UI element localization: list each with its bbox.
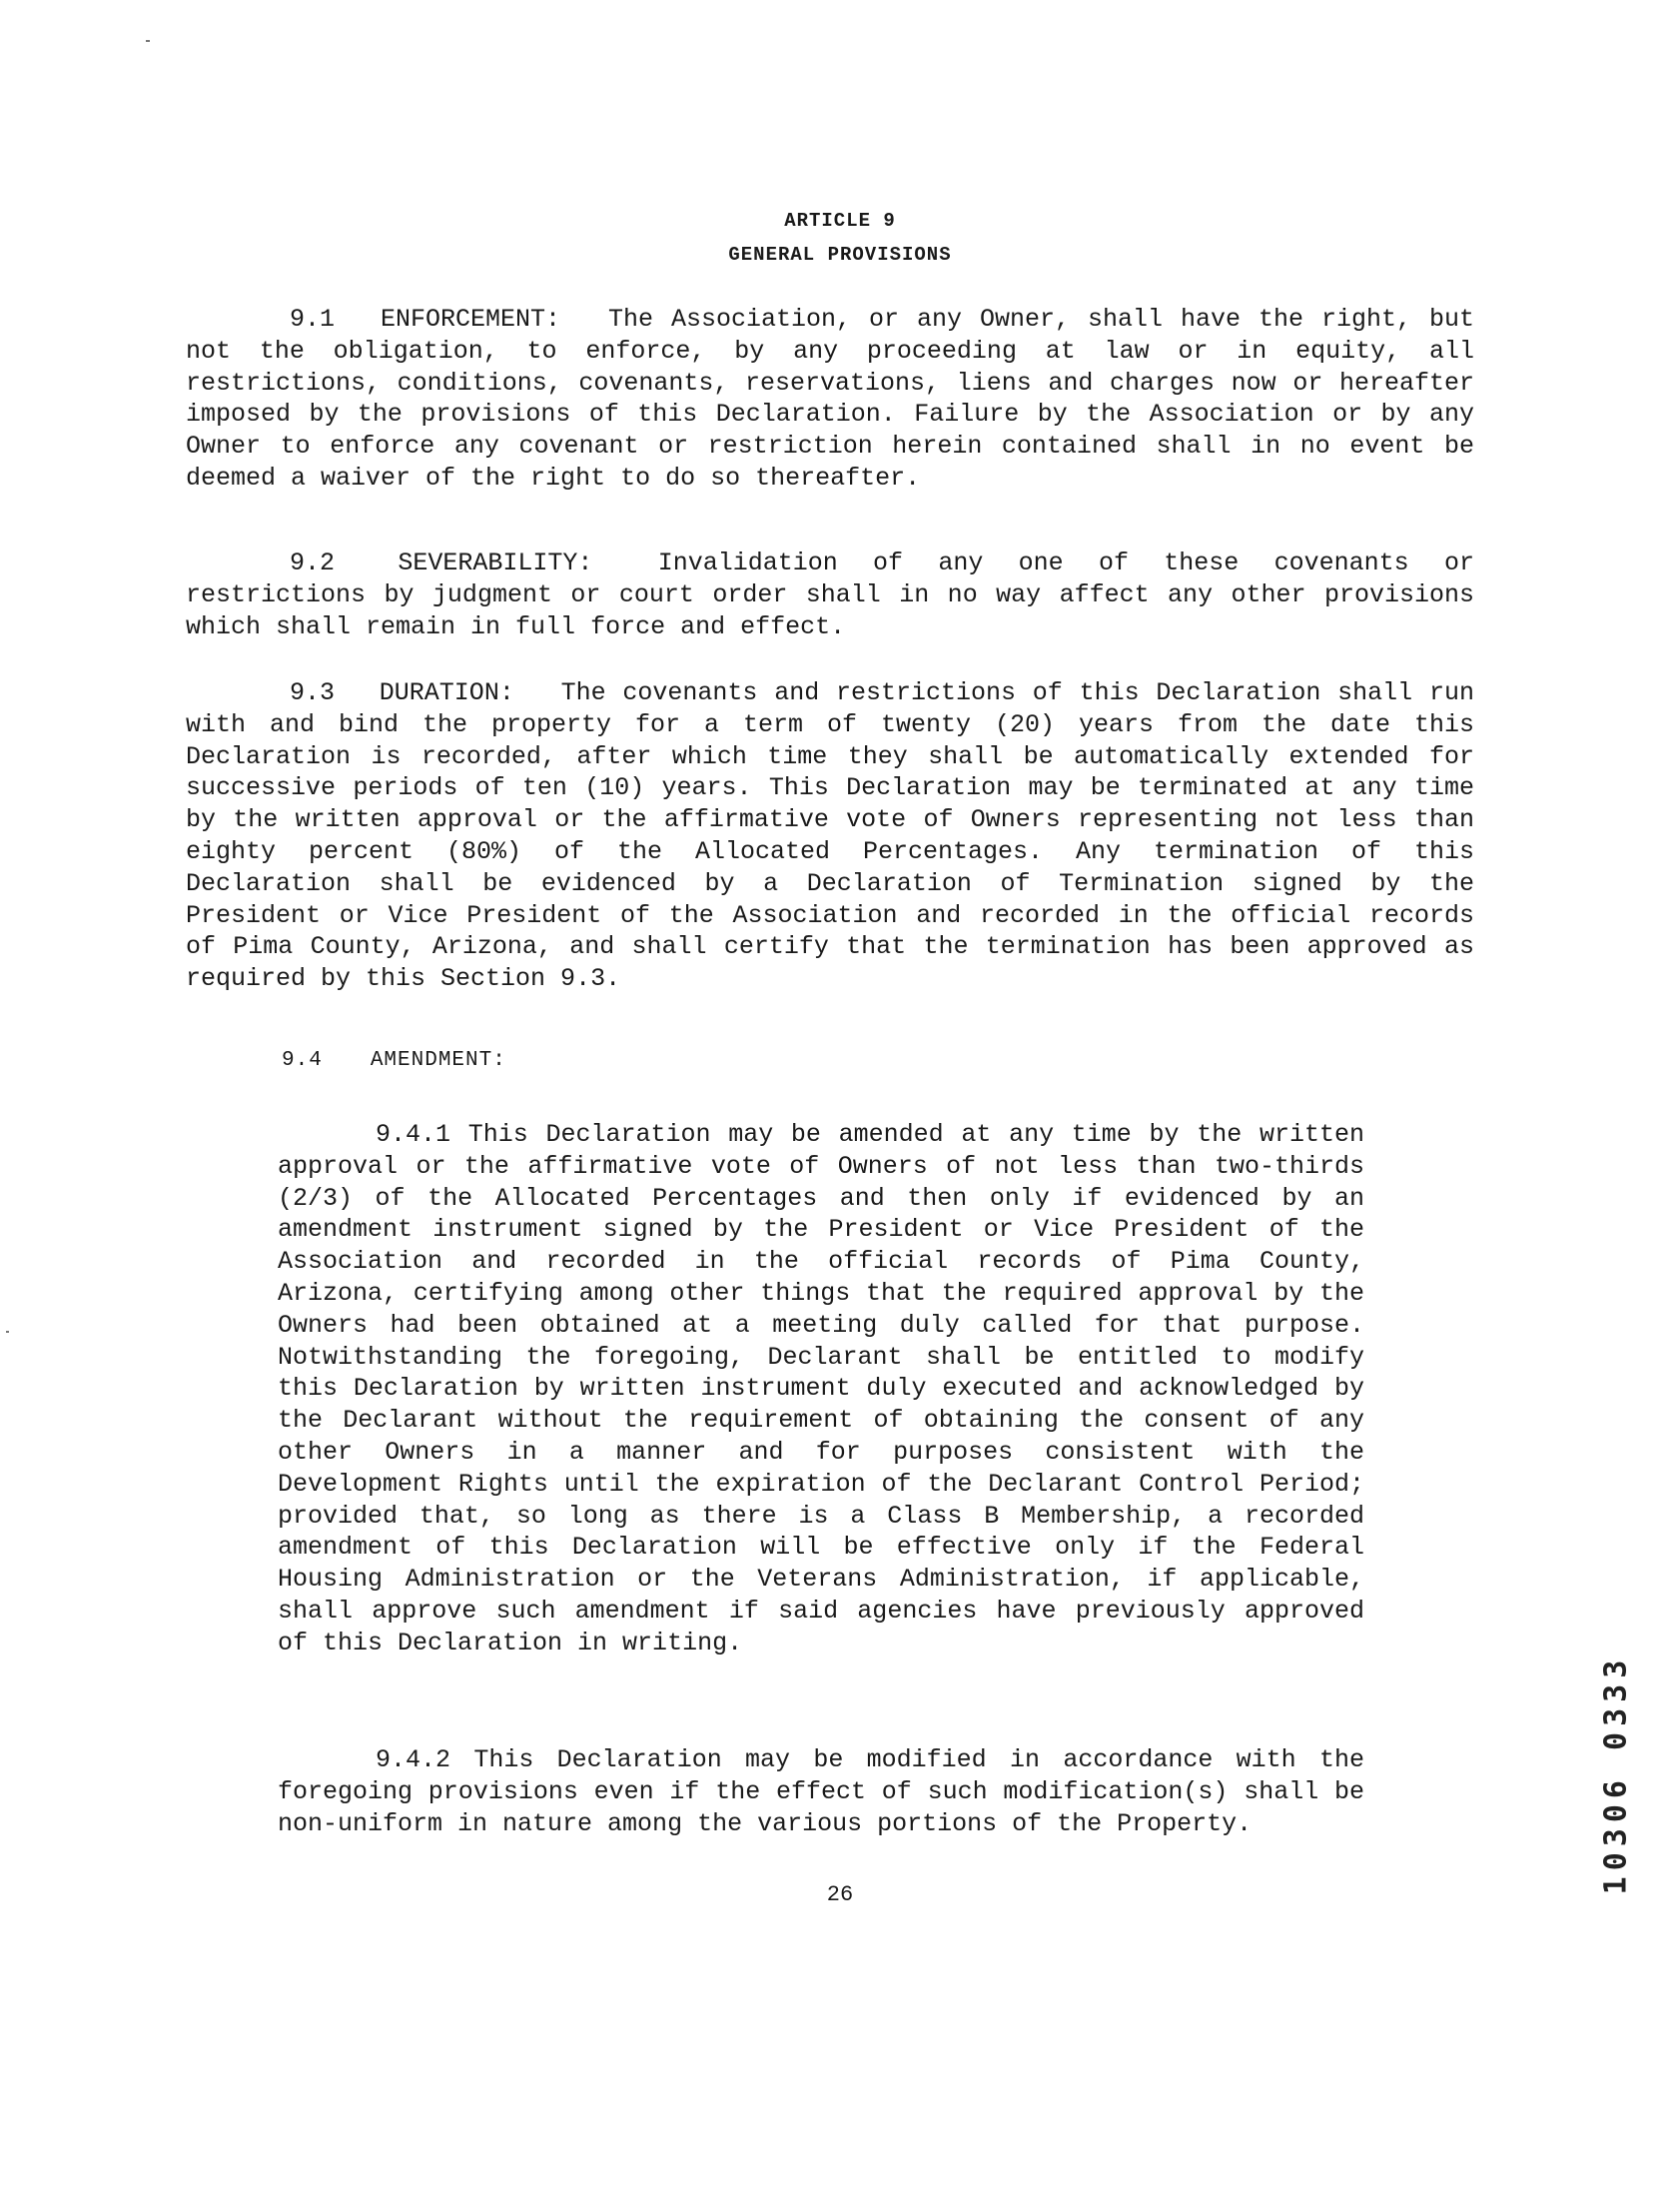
section-number: 9.2 xyxy=(290,549,336,577)
section-text: Invalidation of any one of these covenants or restrictions by judgment or court order shall in no way affect any other provisions which shall remain in full force and effect. xyxy=(186,549,1474,641)
margin-stamp xyxy=(1586,1585,1646,1964)
section-heading: AMENDMENT: xyxy=(370,1049,506,1072)
scan-speck xyxy=(146,40,150,42)
page-number: 26 xyxy=(826,1882,854,1907)
section-heading: ENFORCEMENT: xyxy=(381,305,561,334)
section-amendment xyxy=(282,1049,506,1072)
section-duration xyxy=(186,677,1474,995)
section-heading: DURATION: xyxy=(379,678,514,707)
subsection-9-4-1 xyxy=(278,1119,1364,1659)
subsection-text: This Declaration may be amended at any time by the written approval or the affirmative vote of Owners of not less than two-thirds (2/3) of the Allocated Percentages and then only if evidenced by an amendment instrument signed by the President or Vice President of the Association and recorded in the official records of Pima County, Arizona, certifying among other things that the required approval by the Owners had been obtained at a meeting duly called for that purpose. Notwithstanding the foregoing, Declarant shall be entitled to modify this Declaration by written instrument duly executed and acknowledged by the Declarant without the requirement of obtaining the consent of any other Owners in a manner and for purposes consistent with the Development Rights until the expiration of the Declarant Control Period; provided that, so long as there is a Class B Membership, a recorded amendment of this Declaration will be effective only if the Federal Housing Administration or the Veterans Administration, if applicable, shall approve such amendment if said agencies have previously approved of this Declaration in writing. xyxy=(278,1120,1364,1657)
subsection-text: This Declaration may be modified in accordance with the foregoing provisions even if the effect of such modification(s) shall be non-uniform in nature among the various portions of the Property. xyxy=(278,1745,1364,1838)
section-heading: SEVERABILITY: xyxy=(398,549,593,577)
margin-stamp-text: 10306 0333 xyxy=(1598,1653,1634,1895)
section-text: The covenants and restrictions of this Declaration shall run with and bind the property for a term of twenty (20) years from the date this Declaration is recorded, after which time they shall be automatically extended for successive periods of ten (10) years. This Declaration may be terminated at any time by the written approval or the affirmative vote of Owners representing not less than eighty percent (80%) of the Allocated Percentages. Any termination of this Declaration shall be evidenced by a Declaration of Termination signed by the President or Vice President of the Association and recorded in the official records of Pima County, Arizona, and shall certify that the termination has been approved as required by this Section 9.3. xyxy=(186,678,1474,994)
section-enforcement xyxy=(186,304,1474,495)
scan-speck xyxy=(6,1331,9,1333)
article-subtitle: GENERAL PROVISIONS xyxy=(728,244,952,266)
section-number: 9.4 xyxy=(282,1049,323,1072)
subsection-number: 9.4.2 xyxy=(376,1745,451,1774)
subsection-9-4-2 xyxy=(278,1744,1364,1839)
subsection-number: 9.4.1 xyxy=(376,1120,451,1149)
article-title: ARTICLE 9 xyxy=(784,210,896,232)
section-number: 9.1 xyxy=(290,305,336,334)
section-text: The Association, or any Owner, shall have the right, but not the obligation, to enforce, by any proceeding at law or in equity, all restrictions, conditions, covenants, reservations, liens and charges now or hereafter imposed by the provisions of this Declaration. Failure by the Association or by any Owner to enforce any covenant or restriction herein contained shall in no event be deemed a waiver of the right to do so thereafter. xyxy=(186,305,1474,493)
section-severability xyxy=(186,548,1474,642)
section-number: 9.3 xyxy=(290,678,336,707)
